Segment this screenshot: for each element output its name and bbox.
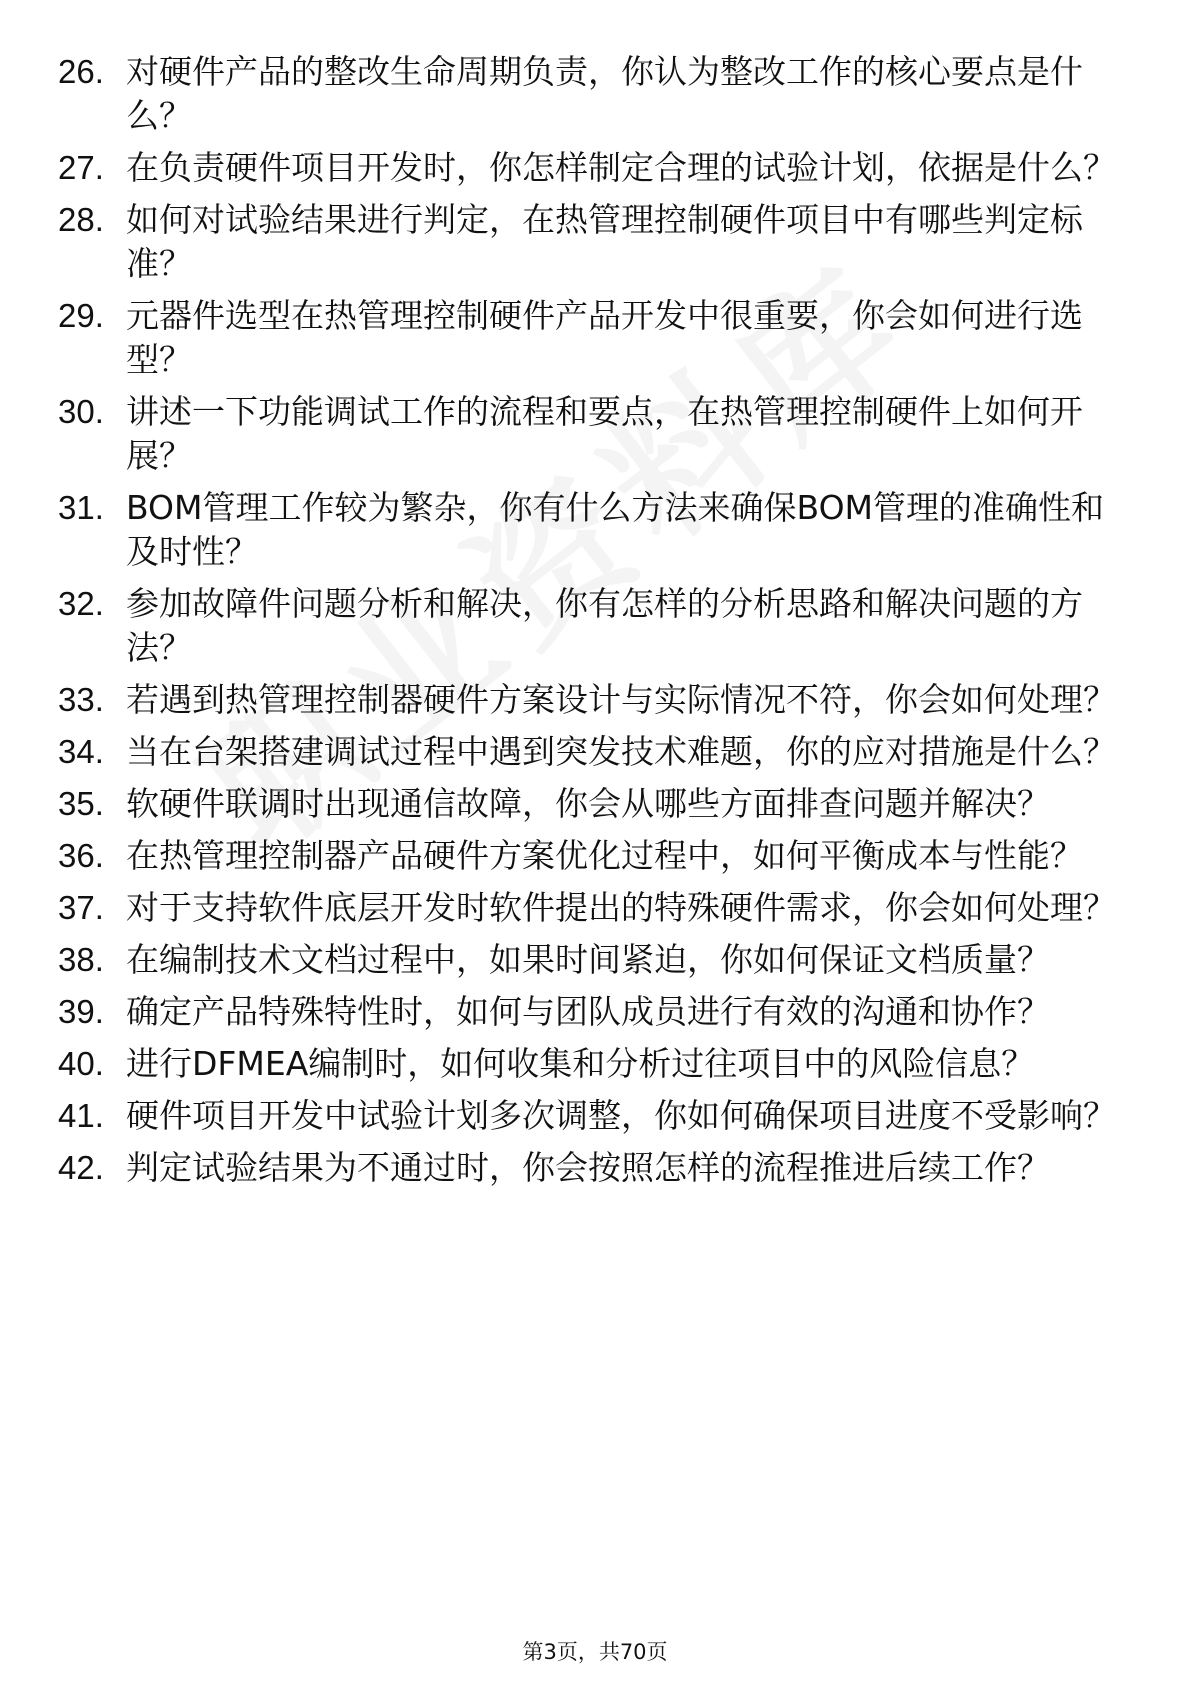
- question-item: [0, 730, 1190, 774]
- question-text: 元器件选型在热管理控制硬件产品开发中很重要，你会如何进行选型？: [126, 296, 1083, 379]
- question-text: 当在台架搭建调试过程中遇到突发技术难题，你的应对措施是什么？: [126, 732, 1116, 771]
- question-number: 39.: [58, 993, 104, 1030]
- question-number: 40.: [58, 1045, 104, 1082]
- question-number: 38.: [58, 941, 104, 978]
- question-text: 对于支持软件底层开发时软件提出的特殊硬件需求，你会如何处理？: [126, 888, 1116, 927]
- question-text: 判定试验结果为不通过时，你会按照怎样的流程推进后续工作？: [126, 1148, 1050, 1187]
- question-number: 30.: [58, 393, 104, 430]
- question-number: 37.: [58, 889, 104, 926]
- question-item: [0, 834, 1190, 878]
- question-text: 讲述一下功能调试工作的流程和要点，在热管理控制硬件上如何开展？: [126, 392, 1083, 475]
- question-item: [0, 486, 1190, 574]
- page-footer: [0, 1636, 1190, 1666]
- question-text: 参加故障件问题分析和解决，你有怎样的分析思路和解决问题的方法？: [126, 584, 1083, 667]
- question-item: [0, 938, 1190, 982]
- question-number: 32.: [58, 585, 104, 622]
- question-item: [0, 990, 1190, 1034]
- question-text: 若遇到热管理控制器硬件方案设计与实际情况不符，你会如何处理？: [126, 680, 1116, 719]
- question-item: [0, 782, 1190, 826]
- question-item: [0, 678, 1190, 722]
- question-text: 在负责硬件项目开发时，你怎样制定合理的试验计划，依据是什么？: [126, 148, 1116, 187]
- page-number-label: 第3页，共70页: [522, 1640, 668, 1664]
- question-number: 35.: [58, 785, 104, 822]
- question-list: [0, 50, 1190, 1198]
- question-text: 软硬件联调时出现通信故障，你会从哪些方面排查问题并解决？: [126, 784, 1050, 823]
- question-number: 31.: [58, 489, 104, 526]
- question-number: 26.: [58, 53, 104, 90]
- question-text: 如何对试验结果进行判定，在热管理控制硬件项目中有哪些判定标准？: [126, 200, 1083, 283]
- question-item: [0, 582, 1190, 670]
- question-item: [0, 1042, 1190, 1086]
- question-number: 42.: [58, 1149, 104, 1186]
- question-text: 对硬件产品的整改生命周期负责，你认为整改工作的核心要点是什么？: [126, 52, 1083, 135]
- question-item: [0, 198, 1190, 286]
- question-item: [0, 1094, 1190, 1138]
- question-number: 27.: [58, 149, 104, 186]
- question-item: [0, 50, 1190, 138]
- question-text: BOM管理工作较为繁杂，你有什么方法来确保BOM管理的准确性和及时性？: [126, 488, 1105, 571]
- question-number: 34.: [58, 733, 104, 770]
- question-item: [0, 390, 1190, 478]
- question-number: 29.: [58, 297, 104, 334]
- question-number: 33.: [58, 681, 104, 718]
- question-text: 在热管理控制器产品硬件方案优化过程中，如何平衡成本与性能？: [126, 836, 1083, 875]
- question-item: [0, 886, 1190, 930]
- question-item: [0, 1146, 1190, 1190]
- question-text: 在编制技术文档过程中，如果时间紧迫，你如何保证文档质量？: [126, 940, 1050, 979]
- question-text: 确定产品特殊特性时，如何与团队成员进行有效的沟通和协作？: [126, 992, 1050, 1031]
- question-item: [0, 146, 1190, 190]
- question-number: 36.: [58, 837, 104, 874]
- question-text: 进行DFMEA编制时，如何收集和分析过往项目中的风险信息？: [126, 1044, 1035, 1083]
- question-text: 硬件项目开发中试验计划多次调整，你如何确保项目进度不受影响？: [126, 1096, 1116, 1135]
- question-item: [0, 294, 1190, 382]
- question-number: 28.: [58, 201, 104, 238]
- question-number: 41.: [58, 1097, 104, 1134]
